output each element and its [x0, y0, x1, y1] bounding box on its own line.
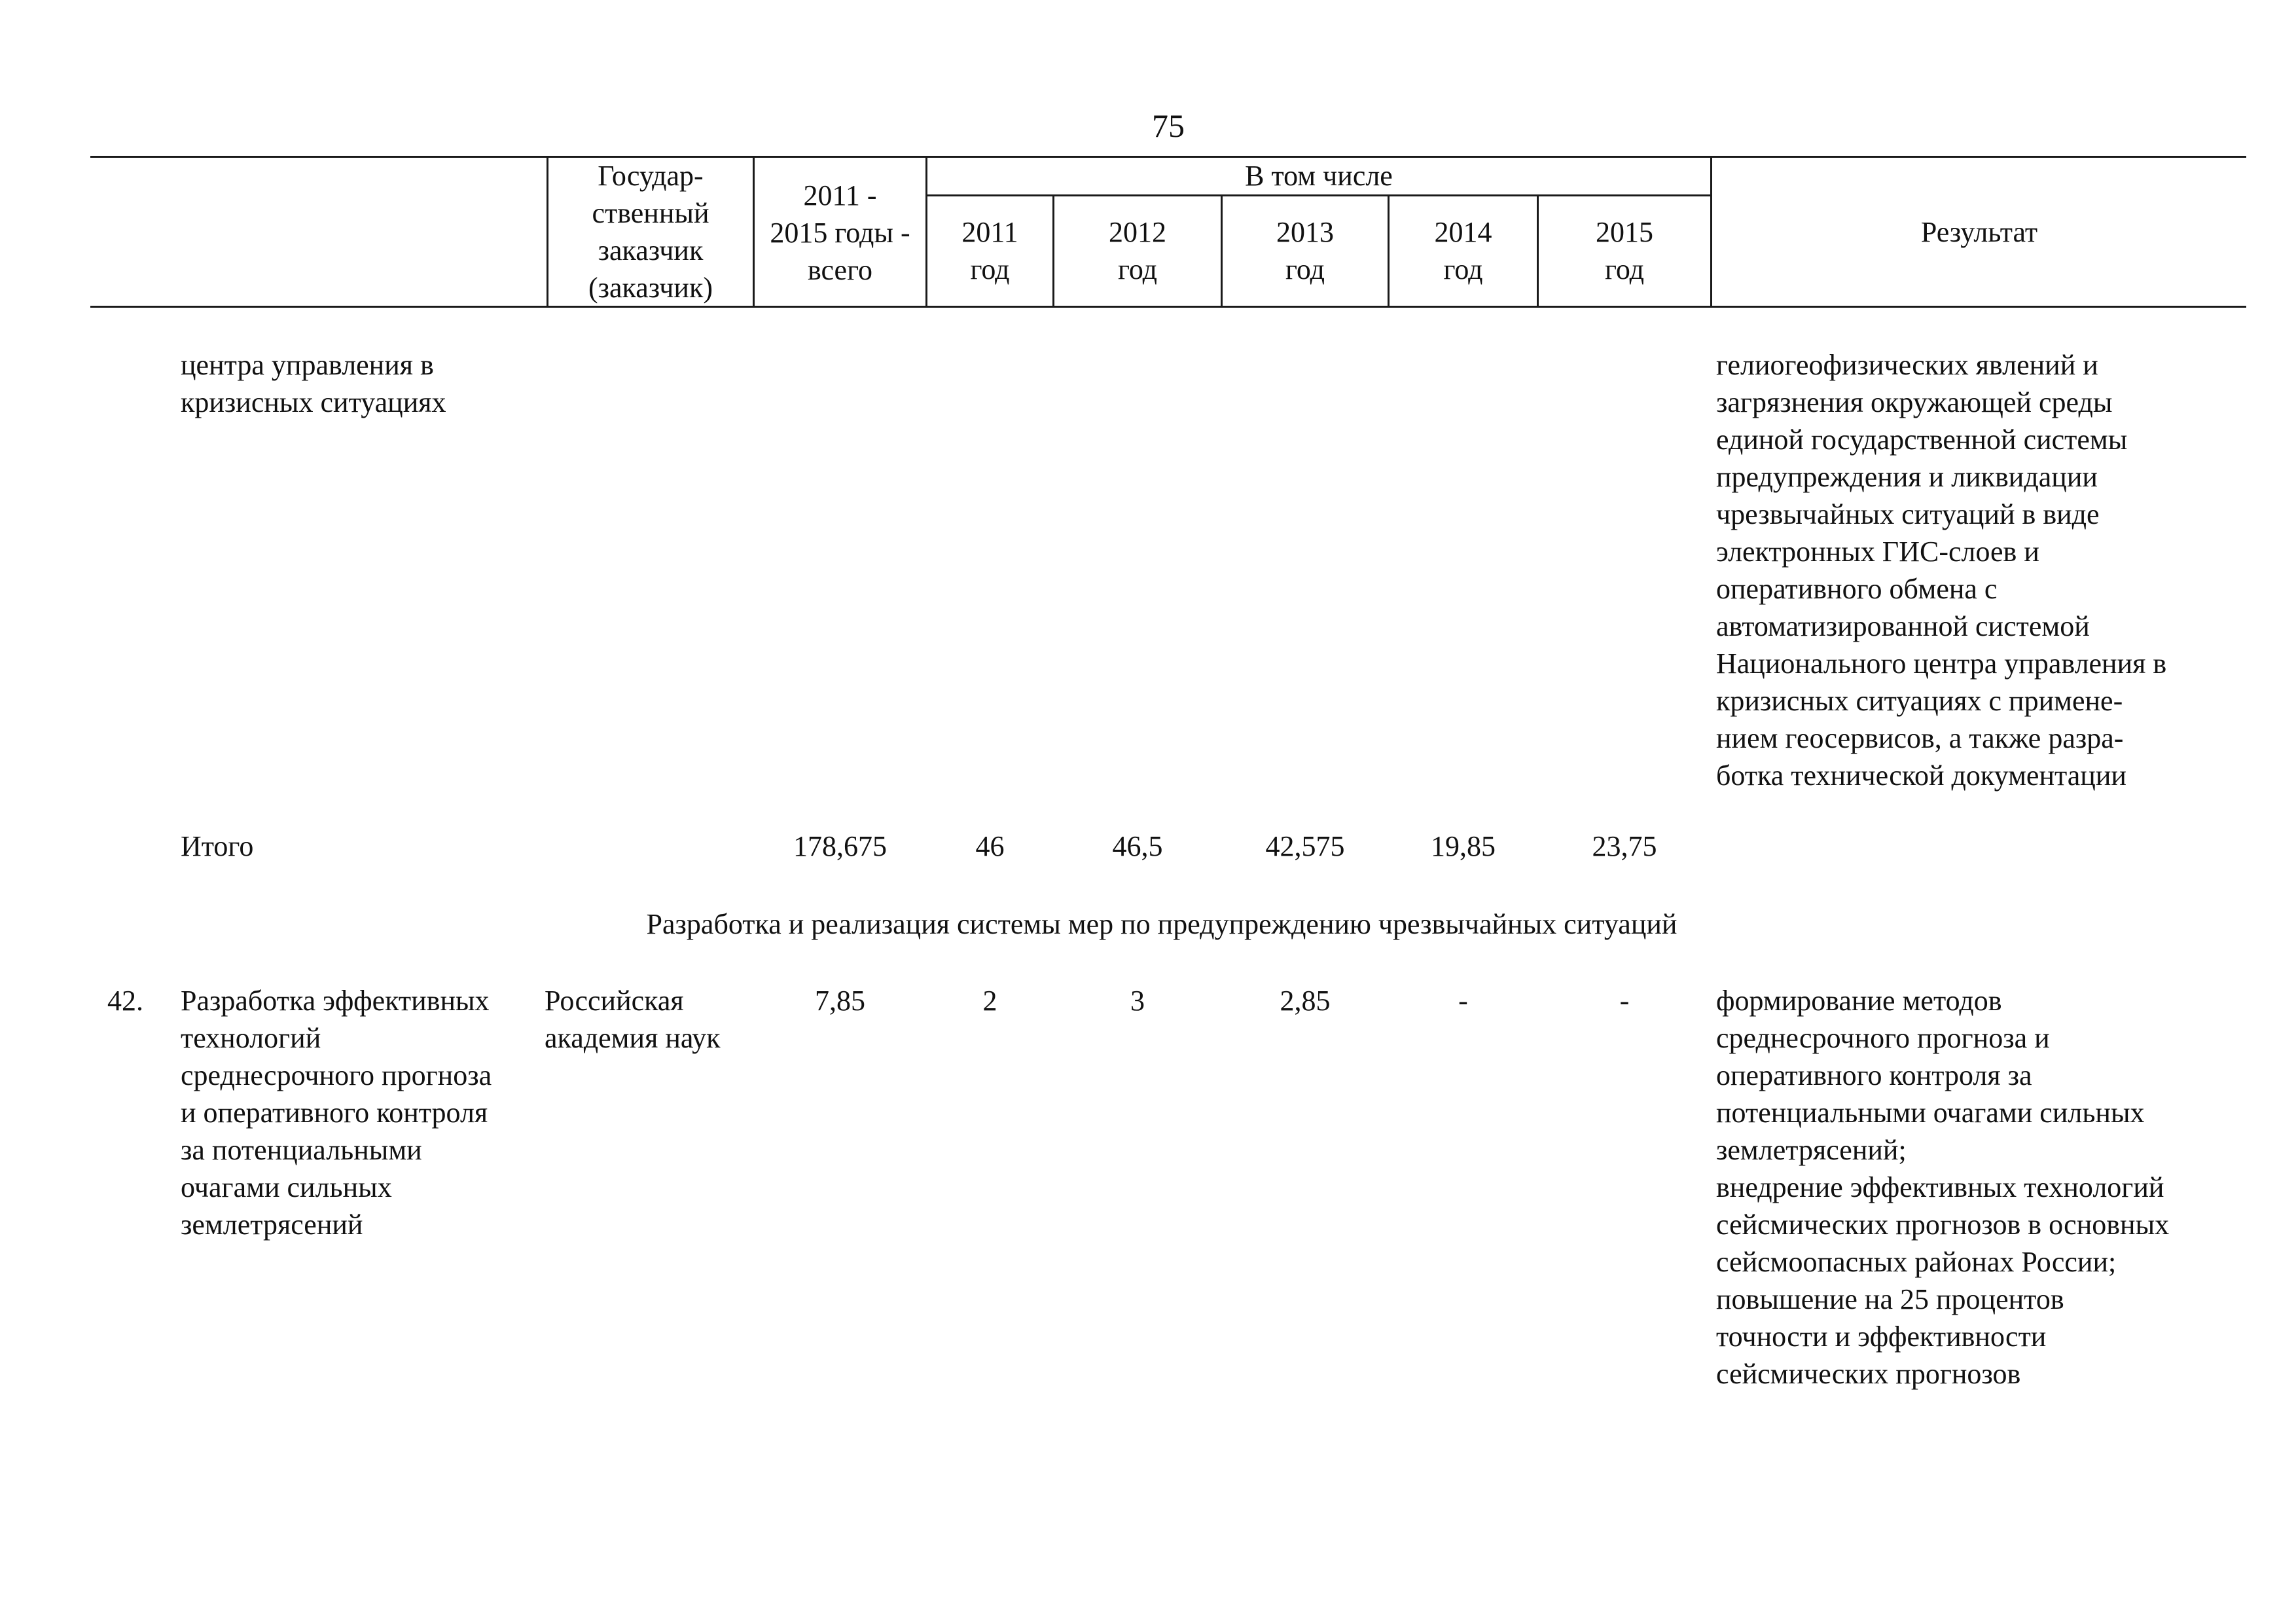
header-year-2011: 2011 год — [961, 216, 1018, 285]
header-year-2015: 2015 год — [1596, 216, 1653, 285]
total-row-label: Итого — [181, 830, 254, 862]
subheader-rule — [925, 194, 1712, 196]
item-2012: 3 — [1130, 985, 1145, 1017]
header-year-2014: 2014 год — [1434, 216, 1492, 285]
item-customer: Российская академия наук — [545, 985, 721, 1054]
item-number: 42. — [107, 985, 143, 1017]
total-row-sum: 178,675 — [793, 830, 887, 862]
header-result: Результат — [1920, 216, 2038, 248]
header-including: В том числе — [1245, 160, 1393, 192]
total-row-2015: 23,75 — [1592, 830, 1657, 862]
item-2013: 2,85 — [1280, 985, 1331, 1017]
continued-row-result: гелиогеофизических явлений и загрязнения окружающей среды единой государственной системы предупреждения и ликвидации чрезвычайных ситуаций в виде электронных ГИС-слоев и оперативного обмена с автоматизированной системой Национального центра управления в кризисных ситуациях с примене- нием геосервисов, а также разра- ботка технической документации — [1716, 349, 2167, 792]
item-result: формирование методов среднесрочного прогноза и оперативного контроля за потенциальными очагами сильных землетрясений; внедрение эффективных технологий сейсмических прогнозов в основных сейсмоопасных районах России; повышение на 25 процентов точности и эффективности сейсмических прогнозов — [1716, 985, 2170, 1390]
item-2015: - — [1619, 985, 1630, 1017]
header-year-2012: 2012 год — [1109, 216, 1166, 285]
continued-row-name: центра управления в кризисных ситуациях — [181, 349, 446, 418]
section-title: Разработка и реализация системы мер по предупреждению чрезвычайных ситуаций — [646, 908, 1677, 940]
page-number: 75 — [1152, 107, 1185, 144]
total-row-2013: 42,575 — [1265, 830, 1345, 862]
item-2011: 2 — [982, 985, 997, 1017]
item-total: 7,85 — [815, 985, 865, 1017]
total-row-2012: 46,5 — [1112, 830, 1163, 862]
header-customer: Государ- ственный заказчик (заказчик) — [588, 160, 713, 304]
header-total: 2011 - 2015 годы - всего — [770, 179, 910, 286]
header-bottom-rule — [90, 306, 2246, 308]
item-2014: - — [1458, 985, 1468, 1017]
item-name: Разработка эффективных технологий среднесрочного прогноза и оперативного контроля за потенциальными очагами сильных землетрясений — [181, 985, 492, 1241]
total-row-2011: 46 — [975, 830, 1005, 862]
header-year-2013: 2013 год — [1276, 216, 1334, 285]
total-row-2014: 19,85 — [1431, 830, 1496, 862]
